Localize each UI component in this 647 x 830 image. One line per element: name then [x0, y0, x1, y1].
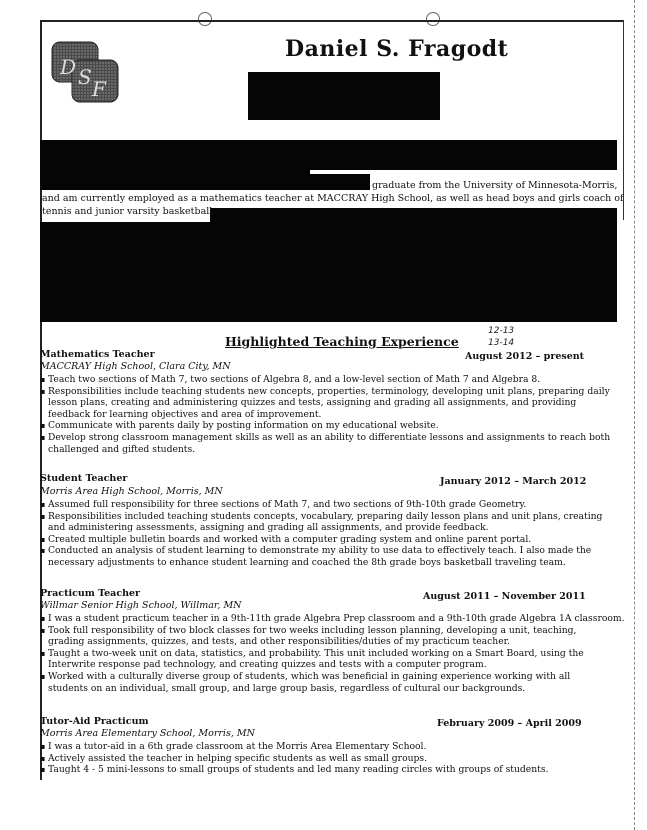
bullet-item: ▪ Taught a two-week unit on data, statistics, and probability. This unit included working on a Smart Board, using the Interwrite response pad technology, and creating quizzes and tests with a computer program. [40, 648, 625, 671]
bullet-item: ▪ Develop strong classroom management skills as well as an ability to differentiate lessons and assignments to reach both challenged and gifted students. [40, 432, 610, 455]
bullet-item: ▪ Taught 4 - 5 mini-lessons to small groups of students and led many reading circles with groups of students. [40, 764, 548, 776]
job-dates: February 2009 – April 2009 [437, 718, 582, 729]
intro-line-2: and am currently employed as a mathematics teacher at MACCRAY High School, as well as head boys and girls coach of [42, 193, 624, 204]
intro-line-1: graduate from the University of Minnesota-Morris, [372, 180, 618, 191]
redaction-block [40, 222, 617, 322]
svg-text:S: S [78, 65, 92, 89]
bullet-item: ▪ Responsibilities included teaching students concepts, vocabulary, preparing daily lesson plans and unit plans, creating and administering assessments, assigning and grading all assignments, and provide feedback. [40, 511, 602, 534]
job-title: Student Teacher [40, 473, 128, 484]
bullet-item: ▪ Worked with a culturally diverse group of students, which was beneficial in gaining experience working with all students on an individual, small group, and large group basis, regardless of cultural our backgrounds. [40, 671, 625, 694]
job-organization: MACCRAY High School, Clara City, MN [40, 361, 231, 372]
job-bullets [40, 613, 625, 694]
header-rule [40, 20, 623, 22]
bullet-item: ▪ Conducted an analysis of student learning to demonstrate my ability to use data to effectively teach. I also made the necessary adjustments to enhance student learning and coached the 8th grade boys basketball traveling team. [40, 545, 602, 568]
binder-hole-left [198, 12, 212, 26]
job-dates: January 2012 – March 2012 [440, 476, 587, 487]
redaction-block [40, 174, 370, 190]
handwritten-note: 12-13 [488, 326, 515, 336]
job-organization: Morris Area High School, Morris, MN [40, 486, 223, 497]
binder-hole-right [426, 12, 440, 26]
job-organization: Morris Area Elementary School, Morris, MN [40, 728, 255, 739]
intro-line-3: tennis and junior varsity basketball. [42, 206, 216, 217]
page-edge [634, 0, 635, 830]
job-title: Mathematics Teacher [40, 349, 155, 360]
bullet-item: ▪ I was a tutor-aid in a 6th grade classroom at the Morris Area Elementary School. [40, 741, 548, 753]
redaction-block [40, 140, 617, 170]
bullet-item: ▪ Communicate with parents daily by posting information on my educational website. [40, 420, 610, 432]
bullet-item: ▪ Teach two sections of Math 7, two sections of Algebra 8, and a low-level section of Math 7 and Algebra 8. [40, 374, 610, 386]
right-border-rule [623, 20, 624, 220]
applicant-name: Daniel S. Fragodt [285, 36, 509, 62]
job-title: Tutor-Aid Practicum [40, 716, 149, 727]
monogram-logo [48, 38, 126, 110]
handwritten-note: 13-14 [488, 338, 515, 348]
bullet-item: ▪ Assumed full responsibility for three sections of Math 7, and two sections of 9th-10th grade Geometry. [40, 499, 602, 511]
job-organization: Willmar Senior High School, Willmar, MN [40, 600, 242, 611]
job-bullets [40, 499, 602, 569]
svg-text:F: F [92, 77, 106, 101]
bullet-item: ▪ Actively assisted the teacher in helping specific students as well as small groups. [40, 753, 548, 765]
bullet-item: ▪ Created multiple bulletin boards and worked with a computer grading system and online parent portal. [40, 534, 602, 546]
job-bullets [40, 741, 548, 776]
job-bullets [40, 374, 610, 455]
bullet-item: ▪ Responsibilities include teaching students new concepts, properties, terminology, developing unit plans, preparing daily lesson plans, creating and administering quizzes and tests, assigning and grading all assignments, and providing feedback for learning objectives and area of improvement. [40, 386, 610, 421]
redaction-block [248, 72, 440, 120]
job-dates: August 2012 – present [465, 351, 585, 362]
bullet-item: ▪ Took full responsibility of two block classes for two weeks including lesson planning, developing a unit, teaching, grading assignments, quizzes, and tests, and other responsibilities/duties of my practicum teacher. [40, 625, 625, 648]
job-dates: August 2011 – November 2011 [423, 591, 586, 602]
section-title: Highlighted Teaching Experience [225, 334, 459, 349]
svg-text:D: D [60, 55, 77, 79]
bullet-item: ▪ I was a student practicum teacher in a 9th-11th grade Algebra Prep classroom and a 9th-10th grade Algebra 1A classroom. [40, 613, 625, 625]
job-title: Practicum Teacher [40, 588, 141, 599]
